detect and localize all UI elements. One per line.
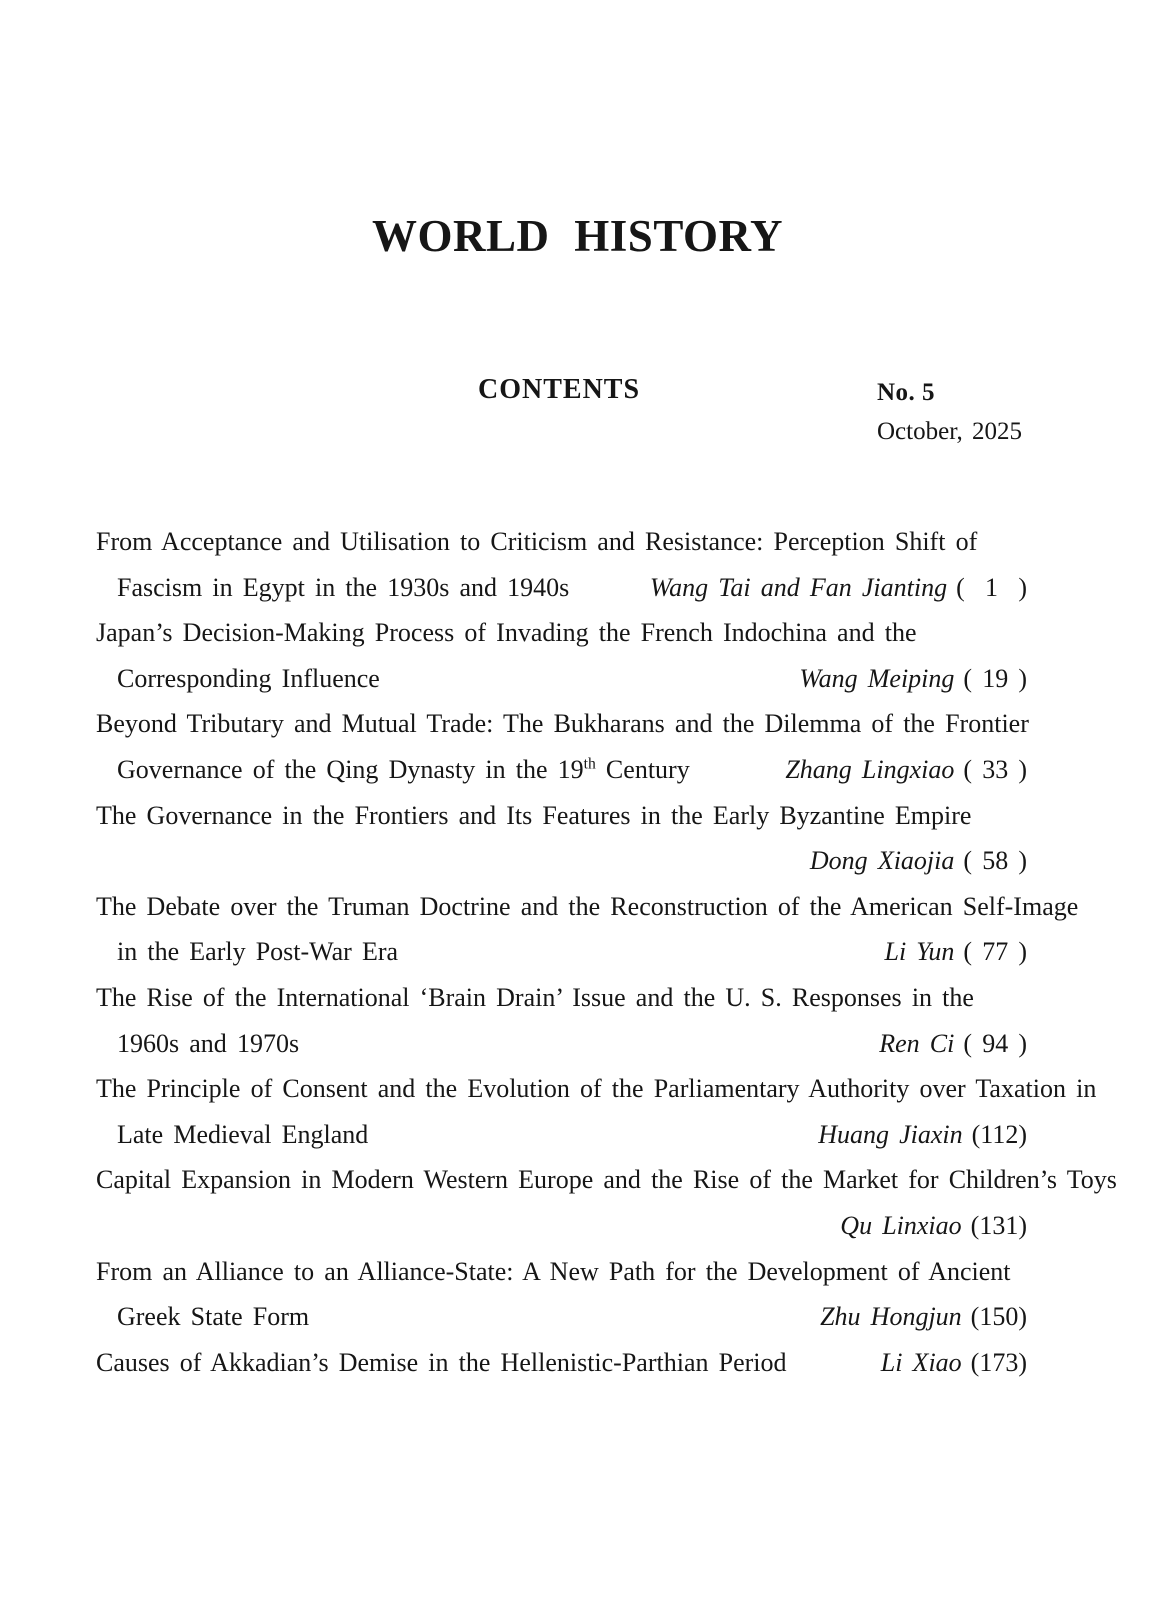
toc-entry-title-continuation: Late Medieval England: [117, 1119, 369, 1149]
toc-author: Li Yun: [884, 937, 955, 967]
toc-page-number: ( 58 ): [963, 846, 1027, 876]
issue-date: October, 2025: [877, 418, 1023, 445]
toc-entry-title-line: Capital Expansion in Modern Western Europe and the Rise of the Market for Children’s Toys: [96, 1165, 1117, 1195]
toc-page-number: (112): [971, 1119, 1027, 1149]
toc-entry: [96, 793, 1027, 884]
toc-author: Dong Xiaojia: [809, 846, 955, 876]
toc-entry: [96, 610, 1027, 701]
toc-entry-title-line: Beyond Tributary and Mutual Trade: The Bukharans and the Dilemma of the Frontier: [96, 709, 1029, 739]
toc-entry-title-line: Japan’s Decision-Making Process of Invading the French Indochina and the: [96, 618, 917, 648]
toc-author-page: [650, 565, 1027, 611]
journal-title: WORLD HISTORY: [372, 211, 783, 261]
toc-entry-title-line: From an Alliance to an Alliance-State: A New Path for the Development of Ancient: [96, 1256, 1011, 1286]
toc-entry-title-continuation: Greek State Form: [117, 1302, 310, 1332]
toc-entry: [96, 1157, 1117, 1248]
toc-entry: [96, 1249, 1027, 1340]
toc-page-number: (150): [970, 1302, 1027, 1332]
toc-entry-title-continuation: in the Early Post-War Era: [117, 937, 399, 967]
toc-page-number: (131): [970, 1210, 1027, 1240]
toc-entry-author-line: [96, 656, 1027, 702]
toc-entry-author-line: [96, 1021, 1027, 1067]
toc-entry-title-line: The Debate over the Truman Doctrine and the Reconstruction of the American Self-Image: [96, 891, 1079, 921]
toc-entry-title-continuation: Governance of the Qing Dynasty in the 19th Century: [117, 754, 690, 784]
toc-entry-author-line: [96, 929, 1027, 975]
toc-entry-author-line: [96, 838, 1027, 884]
toc-author: Wang Tai and Fan Jianting: [649, 572, 948, 602]
toc-entry-title-continuation: 1960s and 1970s: [117, 1028, 300, 1058]
toc-author: Ren Ci: [879, 1028, 955, 1058]
toc-entry: [96, 1340, 1027, 1386]
toc-author: Zhu Hongjun: [820, 1302, 962, 1332]
toc-entry-author-line: [96, 565, 1027, 611]
toc-entry: [96, 519, 1027, 610]
toc-entry-title-continuation: Corresponding Influence: [117, 663, 380, 693]
toc-author-page: [810, 838, 1027, 884]
issue-number: No. 5: [877, 379, 936, 406]
toc-entry-author-line: [96, 1203, 1027, 1249]
toc-author-page: [881, 1340, 1027, 1386]
toc-page-number: ( 77 ): [963, 937, 1027, 967]
toc-entry-title-line: The Governance in the Frontiers and Its Features in the Early Byzantine Empire: [96, 800, 972, 830]
toc-author-page: [879, 1021, 1027, 1067]
toc-entry-author-line: [96, 747, 1027, 793]
issue-block: [877, 380, 1022, 444]
toc-entry-title-line: The Rise of the International ‘Brain Drain’ Issue and the U. S. Responses in the: [96, 982, 974, 1012]
toc-entry: [96, 884, 1079, 975]
toc-author-page: [785, 747, 1027, 793]
toc-list: [96, 519, 1117, 1385]
toc-entry: [96, 701, 1027, 792]
toc-page-number: ( 1 ): [956, 572, 1027, 602]
toc-author-page: [884, 929, 1027, 975]
toc-author-page: [799, 656, 1027, 702]
toc-author: Wang Meiping: [799, 663, 955, 693]
toc-page-number: ( 33 ): [963, 754, 1027, 784]
toc-entry: [96, 975, 1027, 1066]
toc-entry: [96, 1066, 1097, 1157]
toc-page-number: ( 19 ): [963, 663, 1027, 693]
toc-page-number: (173): [970, 1347, 1027, 1377]
toc-author-page: [820, 1294, 1027, 1340]
toc-author: Li Xiao: [880, 1347, 962, 1377]
toc-entry-author-line: [96, 1294, 1027, 1340]
toc-entry-title-continuation: Causes of Akkadian’s Demise in the Hellenistic-Parthian Period: [96, 1347, 787, 1377]
toc-author: Huang Jiaxin: [818, 1119, 963, 1149]
superscript: th: [583, 755, 596, 773]
toc-page-number: ( 94 ): [963, 1028, 1027, 1058]
toc-author-page: [840, 1203, 1027, 1249]
toc-entry-author-line: [96, 1340, 1027, 1386]
contents-heading: CONTENTS: [478, 374, 641, 405]
toc-author: Zhang Lingxiao: [785, 754, 955, 784]
toc-entry-title-continuation: Fascism in Egypt in the 1930s and 1940s: [117, 572, 570, 602]
toc-author-page: [818, 1112, 1027, 1158]
toc-entry-title-line: The Principle of Consent and the Evolution of the Parliamentary Authority over Taxation in: [96, 1074, 1097, 1104]
toc-entry-title-line: From Acceptance and Utilisation to Criticism and Resistance: Perception Shift of: [96, 527, 978, 556]
toc-author: Qu Linxiao: [840, 1210, 962, 1240]
toc-entry-author-line: [96, 1112, 1027, 1158]
